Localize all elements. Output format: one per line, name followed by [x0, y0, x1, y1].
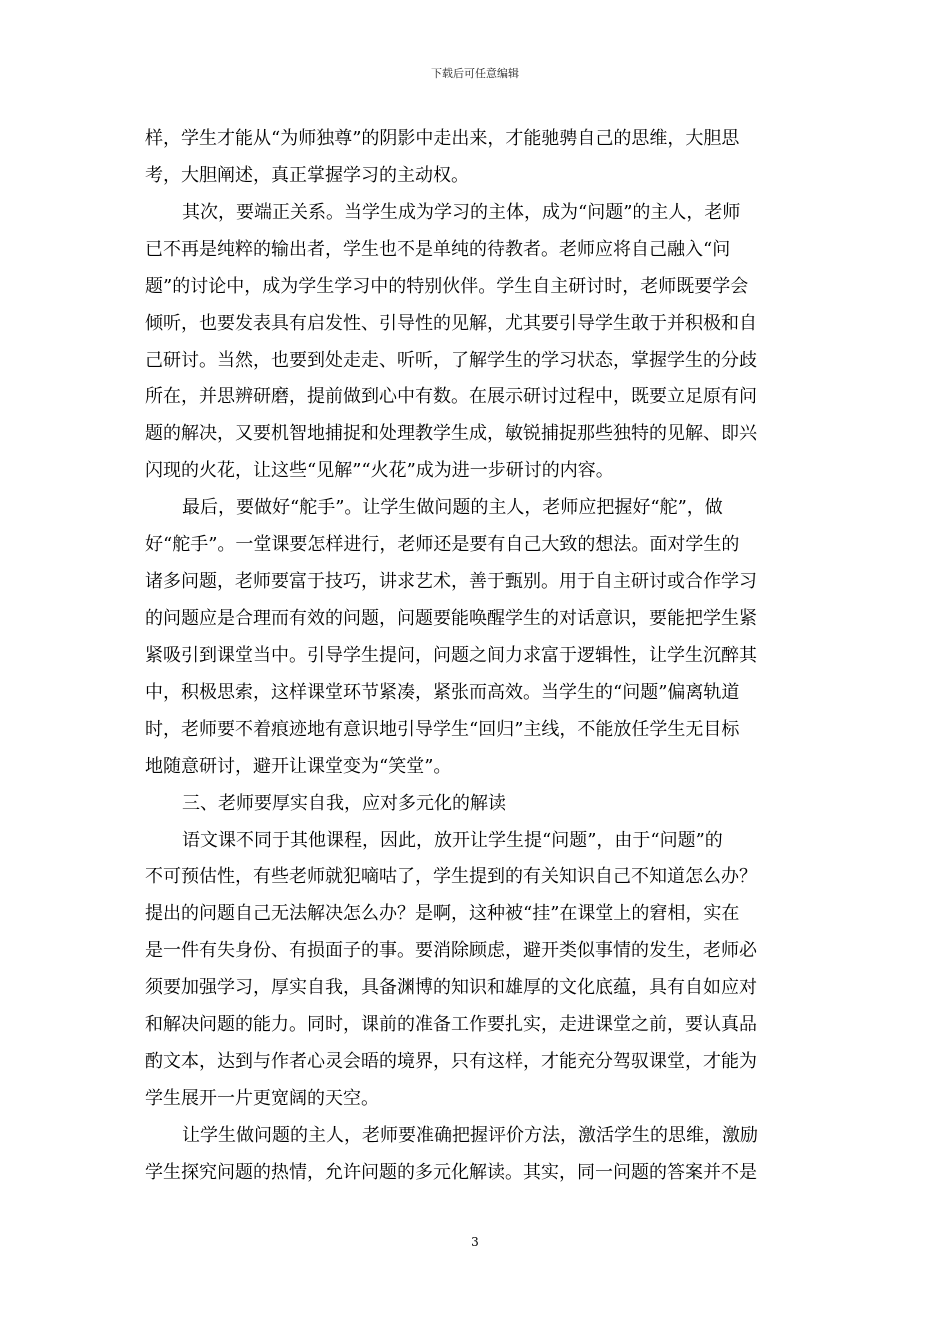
- text-line: 学生探究问题的热情，允许问题的多元化解读。其实，同一问题的答案并不是: [145, 1161, 757, 1183]
- text-line: 须要加强学习，厚实自我，具备渊博的知识和雄厚的文化底蕴，具有自如应对: [145, 977, 757, 999]
- text-line: 己研讨。当然，也要到处走走、听听，了解学生的学习状态，掌握学生的分歧: [145, 349, 757, 371]
- text-line: 学生展开一片更宽阔的天空。: [145, 1087, 379, 1109]
- text-line: 不可预估性，有些老师就犯嘀咕了，学生提到的有关知识自己不知道怎么办？: [145, 866, 757, 888]
- text-line: 倾听，也要发表具有启发性、引导性的见解，尤其要引导学生敢于并积极和自: [145, 312, 757, 334]
- text-line: 考，大胆阐述，真正掌握学习的主动权。: [145, 164, 469, 186]
- text-line: 已不再是纯粹的输出者，学生也不是单纯的待教者。老师应将自己融入“问: [145, 238, 731, 260]
- text-line: 样，学生才能从“为师独尊”的阴影中走出来，才能驰骋自己的思维，大胆思: [145, 128, 740, 149]
- page-number: 3: [471, 1235, 479, 1249]
- text-line: 诸多问题，老师要富于技巧，讲求艺术，善于甄别。用于自主研讨或合作学习: [145, 571, 757, 593]
- page-header: 下载后可任意编辑: [431, 67, 519, 80]
- paragraph-start-line: 最后，要做好“舵手”。让学生做问题的主人，老师应把握好“舵”，做: [182, 497, 723, 519]
- text-line: 的问题应是合理而有效的问题，问题要能唤醒学生的对话意识，要能把学生紧: [145, 607, 757, 629]
- text-line: 地随意研讨，避开让课堂变为“笑堂”。: [145, 755, 452, 777]
- text-line: 紧吸引到课堂当中。引导学生提问，问题之间力求富于逻辑性，让学生沉醉其: [145, 644, 757, 666]
- text-line: 好“舵手”。一堂课要怎样进行，老师还是要有自己大致的想法。面对学生的: [145, 534, 740, 556]
- paragraph-start-line: 让学生做问题的主人，老师要准确把握评价方法，激活学生的思维，激励: [182, 1124, 758, 1146]
- text-line: 和解决问题的能力。同时，课前的准备工作要扎实，走进课堂之前，要认真品: [145, 1014, 757, 1036]
- paragraph-start-line: 其次，要端正关系。当学生成为学习的主体，成为“问题”的主人，老师: [182, 201, 741, 223]
- text-line: 所在，并思辨研磨，提前做到心中有数。在展示研讨过程中，既要立足原有问: [145, 386, 757, 408]
- document-body: [145, 121, 810, 1192]
- text-line: 题的解决，又要机智地捕捉和处理教学生成，敏锐捕捉那些独特的见解、即兴: [145, 423, 757, 445]
- text-line: 时，老师要不着痕迹地有意识地引导学生“回归”主线，不能放任学生无目标: [145, 718, 740, 740]
- text-line: 提出的问题自己无法解决怎么办？是啊，这种被“挂”在课堂上的窘相，实在: [145, 903, 740, 925]
- text-line: 题”的讨论中，成为学生学习中的特别伙伴。学生自主研讨时，老师既要学会: [145, 275, 749, 297]
- text-line: 是一件有失身份、有损面子的事。要消除顾虑，避开类似事情的发生，老师必: [145, 940, 757, 962]
- text-line: 酌文本，达到与作者心灵会晤的境界，只有这样，才能充分驾驭课堂，才能为: [145, 1051, 757, 1073]
- text-line: 闪现的火花，让这些“见解”“火花”成为进一步研讨的内容。: [145, 460, 614, 482]
- section-heading: 三、老师要厚实自我，应对多元化的解读: [182, 792, 506, 814]
- text-line: 中，积极思索，这样课堂环节紧凑，紧张而高效。当学生的“问题”偏离轨道: [145, 681, 740, 703]
- paragraph-start-line: 语文课不同于其他课程，因此，放开让学生提“问题”，由于“问题”的: [182, 829, 723, 851]
